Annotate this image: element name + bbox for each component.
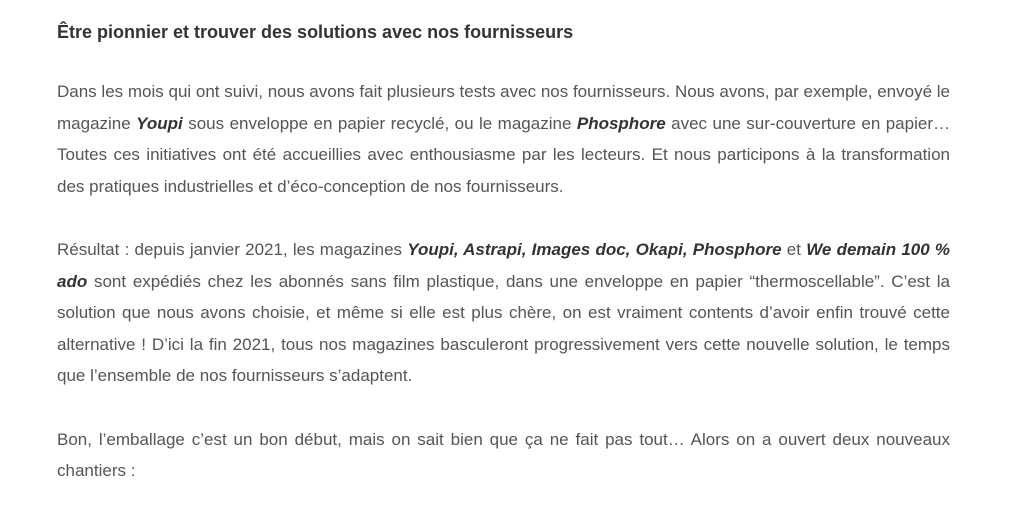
magazine-name-phosphore: Phosphore xyxy=(576,113,666,133)
paragraph-text: sont expédiés chez les abonnés sans film plastique, dans une enveloppe en papier “thermoscellable”. C’est la solution que nous avons choisie, et même si elle est plus chère, on est vraiment contents d’avoir enfin trouvé cette alternative ! D’ici la fin 2021, tous nos magazines basculeront progressivement vers cette nouvelle solution, le temps que l’ensemble de nos fournisseurs s’adaptent. xyxy=(57,271,950,385)
magazine-name-we-demain: We demain 100 % ado xyxy=(57,240,951,291)
paragraph-result xyxy=(57,234,950,392)
magazine-name-youpi: Youpi xyxy=(136,113,183,133)
paragraph-text: Bon, l’emballage c’est un bon début, mais on sait bien que ça ne fait pas tout… Alors on a ouvert deux nouveaux chantiers : xyxy=(57,429,950,480)
paragraph-text: et xyxy=(781,240,807,259)
paragraph-next-steps xyxy=(57,424,950,487)
paragraph-text: avec une sur-couverture en papier… Toutes ces initiatives ont été accueillies avec enthousiasme par les lecteurs. Et nous participons à la transformation des pratiques industrielles et d’éco-conception de nos fournisseurs. xyxy=(57,113,950,196)
paragraph-text: Dans les mois qui ont suivi, nous avons fait plusieurs tests avec nos fournisseurs. Nous avons, par exemple, envoyé le magazine xyxy=(57,82,950,133)
section-heading: Être pionnier et trouver des solutions avec nos fournisseurs xyxy=(57,22,574,42)
article-body xyxy=(57,18,950,519)
paragraph-tests xyxy=(57,76,950,202)
paragraph-text: sous enveloppe en papier recyclé, ou le magazine xyxy=(182,113,577,133)
magazine-names-list: Youpi, Astrapi, Images doc, Okapi, Phosphore xyxy=(407,240,782,259)
paragraph-text: Résultat : depuis janvier 2021, les magazines xyxy=(57,240,408,259)
